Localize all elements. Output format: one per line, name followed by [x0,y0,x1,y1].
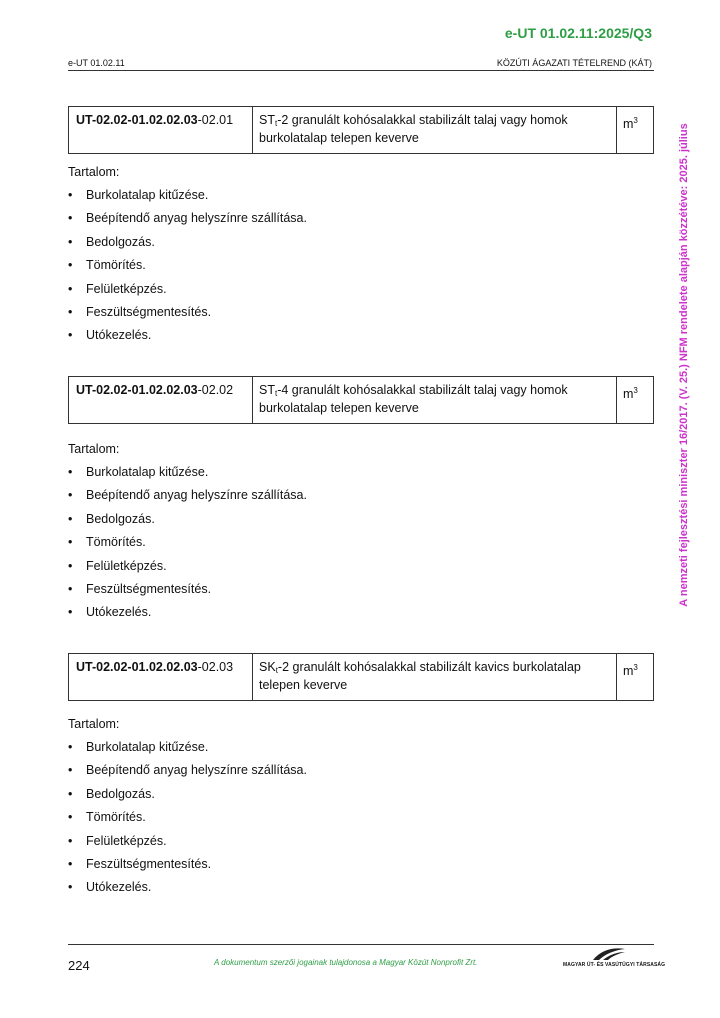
content-label: Tartalom: [68,442,120,456]
item-code: UT-02.02-01.02.02.03-02.03 [69,654,253,701]
item-description: $SK_t-2$ granulált kohósalakkal stabilizált kavics burkolatalap telepen keverve [253,654,617,701]
list-item: • Tömörítés. [68,258,146,273]
item-content [68,716,654,903]
list-item: • Bedolgozás. [68,511,155,526]
item-unit: $m^3$ [617,654,654,701]
list-item: • Utókezelés. [68,328,152,343]
header-right: KÖZÚTI ÁGAZATI TÉTELREND (KÁT) [496,58,652,68]
item-content [68,164,654,351]
content-label: Tartalom: [68,717,120,731]
list-item: • Utókezelés. [68,880,152,895]
list-item: • Burkolatalap kitűzése. [68,465,209,479]
list-item: • Felületképzés. [68,281,167,296]
list-item: • Beépítendő anyag helyszínre szállítása. [68,488,307,503]
bullet-list [68,464,654,628]
item-code: UT-02.02-01.02.02.03-02.02 [69,377,253,424]
side-note-text: A nemzeti fejlesztési miniszter 16/2017. (V. 25.) NFM rendelete alapján közzétéve: 2025. július [678,123,690,607]
list-item: • Felületképzés. [68,833,167,848]
society-logo [563,946,666,970]
list-item: • Feszültségmentesítés. [68,304,212,319]
item-table [68,653,654,701]
footer-copyright: A dokumentum szerzői jogainak tulajdonosa a Magyar Közút Nonprofit Zrt. [214,958,478,967]
item-unit: $m^3$ [617,107,654,154]
list-item: • Beépítendő anyag helyszínre szállítása. [68,763,307,778]
list-item: • Bedolgozás. [68,234,155,249]
item-unit: $m^3$ [617,377,654,424]
page-number: 224 [68,958,90,973]
list-item: • Beépítendő anyag helyszínre szállítása. [68,211,307,226]
bullet-list [68,187,654,351]
item-description: $ST_t-2$ granulált kohósalakkal stabilizált talaj vagy homok burkolatalap telepen keverve [253,107,617,154]
header-divider [68,70,654,71]
footer-divider [68,944,654,945]
item-table [68,106,654,154]
header-left: e-UT 01.02.11 [68,58,125,68]
list-item: • Feszültségmentesítés. [68,581,212,596]
item-code: UT-02.02-01.02.02.03-02.01 [69,107,253,154]
document-code: e-UT 01.02.11:2025/Q3 [504,25,652,41]
list-item: • Felületképzés. [68,558,167,573]
list-item: • Utókezelés. [68,605,152,620]
road-swoosh-icon [591,946,627,962]
list-item: • Tömörítés. [68,535,146,550]
content-label: Tartalom: [68,165,120,179]
list-item: • Bedolgozás. [68,786,155,801]
list-item: • Burkolatalap kitűzése. [68,740,209,754]
bullet-list [68,739,654,903]
item-description: $ST_t-4$ granulált kohósalakkal stabilizált talaj vagy homok burkolatalap telepen keverve [253,377,617,424]
item-content [68,441,654,628]
list-item: • Tömörítés. [68,810,146,825]
logo-text: MAGYAR ÚT- ÉS VASÚTÜGYI TÁRSASÁG [563,962,666,968]
item-table [68,376,654,424]
list-item: • Burkolatalap kitűzése. [68,188,209,202]
list-item: • Feszültségmentesítés. [68,856,212,871]
